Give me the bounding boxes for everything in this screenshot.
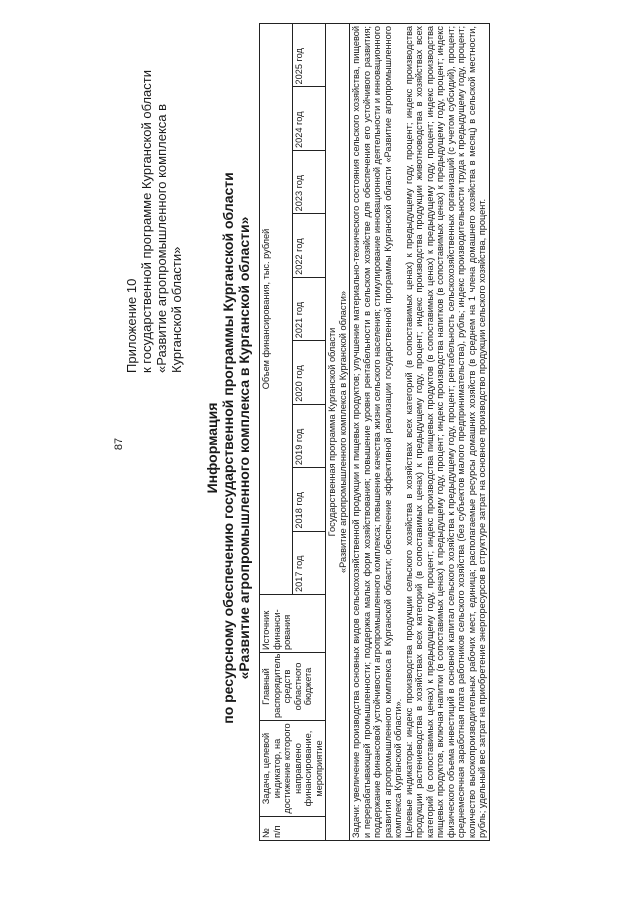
program-title: Государственная программа Курганской области (327, 327, 337, 537)
appendix-line: Приложение 10 (124, 278, 139, 373)
year-2025: 2025 год (293, 24, 326, 88)
program-subtitle: «Развитие агропромышленного комплекса в Курганской области» (337, 291, 348, 573)
appendix-line: Курганской области» (169, 246, 184, 373)
col-num-header: № п/п (260, 817, 326, 841)
col-task-header: Задача, целевой индикатор, на достижение которого направлено финансирование, мероприятие (260, 721, 326, 817)
page-number: 87 (113, 437, 125, 451)
table-row (350, 24, 490, 841)
year-2017: 2017 год (293, 531, 326, 594)
appendix-block (124, 33, 184, 373)
year-2020: 2020 год (293, 341, 326, 404)
resource-table (259, 23, 490, 841)
table-row (326, 24, 350, 841)
year-2024: 2024 год (293, 87, 326, 150)
year-2022: 2022 год (293, 214, 326, 277)
col-admin-header: Главный распорядитель средств областного бюджета (260, 653, 326, 721)
landscape-page (124, 23, 544, 873)
col-source-header: Источник финанси-рования (260, 595, 326, 653)
heading-line: по ресурсному обеспечению государственной программы Курганской области (220, 172, 236, 724)
col-funding-header: Объем финансирования, тыс. рублей (260, 24, 293, 595)
document-heading (204, 23, 252, 873)
year-2021: 2021 год (293, 277, 326, 340)
program-title-cell (326, 24, 350, 841)
year-2019: 2019 год (293, 404, 326, 467)
appendix-line: «Развитие агропромышленного комплекса в (154, 103, 169, 373)
heading-line: «Развитие агропромышленного комплекса в Курганской области» (236, 216, 252, 680)
tasks-text: Задачи: увеличение производства основных видов сельскохозяйственной продукции и пищевых продуктов; улучшение материально-технического состояния сельского хозяйства, пищевой и перерабатывающей промышленности; поддержка малых форм хозяйствования; повышение уровня рентабельности в сельском хозяйстве для обеспечения его устойчивого развития; поддержание финансовой устойчивости агропромышленного комплекса; повышение качества жизни сельского населения; стимулирование инновационной деятельности и инновационного развития агропромышленного комплекса в Курганской области; обеспечение эффективной реализации государственной программы Курганской области «Развитие агропромышленного комплекса Курганской области». (351, 26, 403, 838)
appendix-line: к государственной программе Курганской области (139, 69, 154, 373)
year-2023: 2023 год (293, 150, 326, 213)
tasks-cell (350, 24, 490, 841)
table-header-row (260, 24, 293, 841)
year-2018: 2018 год (293, 468, 326, 531)
heading-title: Информация (204, 402, 220, 494)
indicators-text: Целевые индикаторы: индекс производства продукции сельского хозяйства в хозяйствах всех категорий (в сопоставимых ценах) к предыдущему году, процент; индекс производства продукции растениеводства в хозяйствах всех категорий (в сопоставимых ценах) к предыдущему году, процент; индекс производства продукции животноводства в хозяйствах всех категорий (в сопоставимых ценах) к предыдущему году, процент; индекс производства пищевых продуктов (в сопоставимых ценах) к предыдущему году, процент; индекс производства пищевых продуктов, включая напитки (в сопоставимых ценах) к предыдущему году, процент; индекс производства напитков (в сопоставимых ценах) к предыдущему году, процент; индекс физического объема инвестиций в основной капитал сельского хозяйства к предыдущему году, процент; рентабельность сельскохозяйственных организаций (с учетом субсидий), процент; среднемесячная заработная плата работников сельского хозяйства (без субъектов малого предпринимательства), рубль; индекс производительности труда к предыдущему году, процент; количество высокопроизводительных рабочих мест, единица; располагаемые ресурсы домашних хозяйств (в среднем на 1 члена домашнего хозяйства в месяц) в сельской местности, рубль; удельный вес затрат на приобретение энергоресурсов в структуре затрат на основное производство продукции сельского хозяйства, процент. (403, 26, 487, 838)
